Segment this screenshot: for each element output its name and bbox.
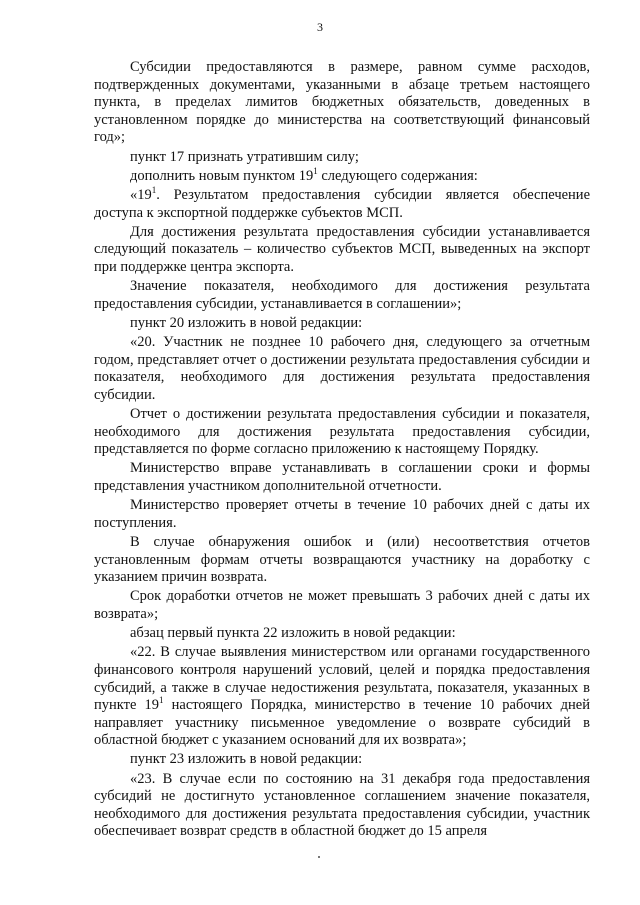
paragraph-indicator: Для достижения результата предоставления субсидии устанавливается следующий показатель – количество субъектов МСП, выведенных на экспорт при поддержке центра экспорта. xyxy=(94,223,590,275)
text-segment: дополнить новым пунктом 19 xyxy=(130,167,314,184)
paragraph-point-23-intro: пункт 23 изложить в новой редакции: xyxy=(130,751,363,768)
text-segment: . Результатом предоставления субсидии является обеспечение доступа к экспортной поддержке субъектов МСП. xyxy=(94,186,590,221)
page-number: 3 xyxy=(317,20,323,34)
paragraph-point-23: «23. В случае если по состоянию на 31 декабря года предоставления субсидий не достигнуто установленное соглашением значение показателя, необходимого для достижения результата предоставления субсидии, участник обеспечивает возврат средств в областной бюджет до 15 апреля xyxy=(94,770,590,840)
superscript: 1 xyxy=(159,695,164,706)
text-segment: следующего содержания: xyxy=(317,167,478,184)
paragraph-report-check: Министерство проверяет отчеты в течение 10 рабочих дней с даты их поступления. xyxy=(94,497,590,531)
text-segment: «22. В случае выявления министерством или органами государственного финансового контроля нарушений условий, целей и порядка предоставления субсидий, а также в случае недостижения результата, показателя, указанных в пункте 19 xyxy=(94,644,590,714)
paragraph-point-20-intro: пункт 20 изложить в новой редакции: xyxy=(130,314,363,331)
paragraph-add-point-19-1 xyxy=(94,165,590,186)
superscript: 1 xyxy=(151,184,157,195)
scan-speck xyxy=(318,856,320,858)
text-segment: «19 xyxy=(130,186,152,203)
paragraph-rework-deadline: Срок доработки отчетов не может превышать 3 рабочих дней с даты их возврата»; xyxy=(94,588,590,622)
paragraph-point-19-1 xyxy=(94,184,590,222)
paragraph-report-errors: В случае обнаружения ошибок и (или) несоответствия отчетов установленным формам отчеты возвращаются участнику на доработку с указанием причин возврата. xyxy=(94,533,590,586)
paragraph-additional-reporting: Министерство вправе устанавливать в соглашении сроки и формы представления участником дополнительной отчетности. xyxy=(94,460,590,494)
text-segment: настоящего Порядка, министерство в течение 10 рабочих дней направляет участнику письменное уведомление о возврате субсидий в областной бюджет с указанием оснований для их возврата»; xyxy=(94,697,590,749)
paragraph-point-22 xyxy=(94,644,590,750)
superscript: 1 xyxy=(313,165,318,176)
document-body xyxy=(94,59,590,843)
paragraph-point-20: «20. Участник не позднее 10 рабочего дня, следующего за отчетным годом, представляет отчет о достижении результата предоставления субсидии и показателя, необходимого для достижения результата предоставления субсидии. xyxy=(94,334,590,403)
paragraph-point-17: пункт 17 признать утратившим силу; xyxy=(130,148,359,165)
paragraph-report-form: Отчет о достижении результата предоставления субсидии и показателя, необходимого для достижения результата предоставления субсидии, представляется по форме согласно приложению к настоящему Порядку. xyxy=(94,406,590,458)
paragraph-point-22-intro: абзац первый пункта 22 изложить в новой редакции: xyxy=(130,625,456,642)
paragraph-indicator-value: Значение показателя, необходимого для достижения результата предоставления субсидии, устанавливается в соглашении»; xyxy=(94,278,590,312)
paragraph-subsidy-amount: Субсидии предоставляются в размере, равном сумме расходов, подтвержденных документами, указанными в абзаце третьем настоящего пункта, в пределах лимитов бюджетных обязательств, доведенных в установленном порядке до министерства на соответствующий финансовый год»; xyxy=(94,59,590,146)
